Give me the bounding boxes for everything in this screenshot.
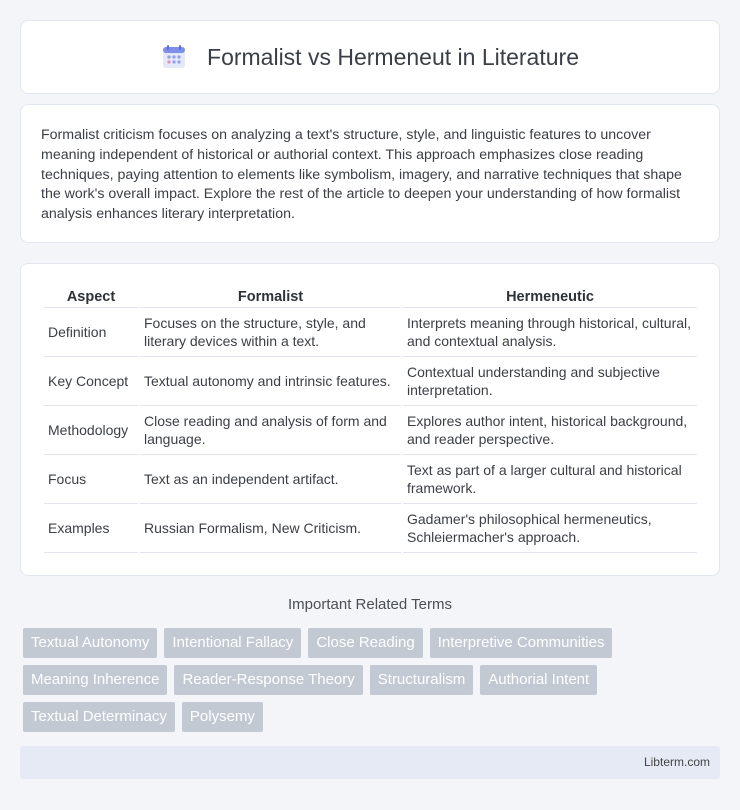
cell-aspect: Methodology (44, 406, 138, 455)
page-title: Formalist vs Hermeneut in Literature (207, 43, 579, 70)
footer (20, 746, 720, 779)
tag-reader-response-theory[interactable]: Reader-Response Theory (174, 665, 362, 695)
cell-formalist: Textual autonomy and intrinsic features. (140, 357, 401, 406)
cell-hermeneutic: Text as part of a larger cultural and historical framework. (403, 455, 697, 504)
tag-polysemy[interactable]: Polysemy (182, 702, 263, 732)
cell-aspect: Examples (44, 504, 138, 553)
table-row (44, 455, 697, 504)
table-header-row (44, 284, 697, 308)
cell-aspect: Key Concept (44, 357, 138, 406)
table-row (44, 504, 697, 553)
comparison-card (20, 263, 720, 576)
tag-textual-autonomy[interactable]: Textual Autonomy (23, 628, 157, 658)
tag-row (23, 628, 723, 658)
intro-text: Formalist criticism focuses on analyzing a text's structure, style, and linguistic features to uncover meaning independent of historical or authorial context. This approach emphasizes close reading techniques, paying attention to elements like symbolism, imagery, and narrative techniques that shape the work's overall impact. Explore the rest of the article to deepen your understanding of how formalist analysis enhances literary interpretation. (41, 127, 682, 223)
tag-row (23, 665, 723, 695)
cell-hermeneutic: Gadamer's philosophical hermeneutics, Schleiermacher's approach. (403, 504, 697, 553)
table-row (44, 406, 697, 455)
related-terms-title: Important Related Terms (288, 596, 452, 613)
table-row (44, 308, 697, 357)
tag-intentional-fallacy[interactable]: Intentional Fallacy (164, 628, 301, 658)
intro-card (20, 104, 720, 243)
tag-close-reading[interactable]: Close Reading (308, 628, 422, 658)
cell-hermeneutic: Explores author intent, historical background, and reader perspective. (403, 406, 697, 455)
calendar-grid-icon (161, 44, 187, 70)
footer-site-link[interactable]: Libterm.com (643, 755, 710, 769)
header-aspect: Aspect (44, 284, 138, 308)
cell-aspect: Definition (44, 308, 138, 357)
header-hermeneutic: Hermeneutic (403, 284, 697, 308)
tag-meaning-inherence[interactable]: Meaning Inherence (23, 665, 167, 695)
tag-row (23, 702, 723, 732)
tag-interpretive-communities[interactable]: Interpretive Communities (430, 628, 613, 658)
comparison-table (42, 284, 699, 553)
cell-aspect: Focus (44, 455, 138, 504)
cell-hermeneutic: Contextual understanding and subjective interpretation. (403, 357, 697, 406)
cell-formalist: Focuses on the structure, style, and literary devices within a text. (140, 308, 401, 357)
page-header (20, 20, 720, 94)
related-terms-list (23, 628, 723, 739)
tag-authorial-intent[interactable]: Authorial Intent (480, 665, 597, 695)
cell-formalist: Russian Formalism, New Criticism. (140, 504, 401, 553)
table-row (44, 357, 697, 406)
tag-textual-determinacy[interactable]: Textual Determinacy (23, 702, 175, 732)
header-formalist: Formalist (140, 284, 401, 308)
cell-formalist: Close reading and analysis of form and language. (140, 406, 401, 455)
cell-formalist: Text as an independent artifact. (140, 455, 401, 504)
cell-hermeneutic: Interprets meaning through historical, cultural, and contextual analysis. (403, 308, 697, 357)
tag-structuralism[interactable]: Structuralism (370, 665, 474, 695)
